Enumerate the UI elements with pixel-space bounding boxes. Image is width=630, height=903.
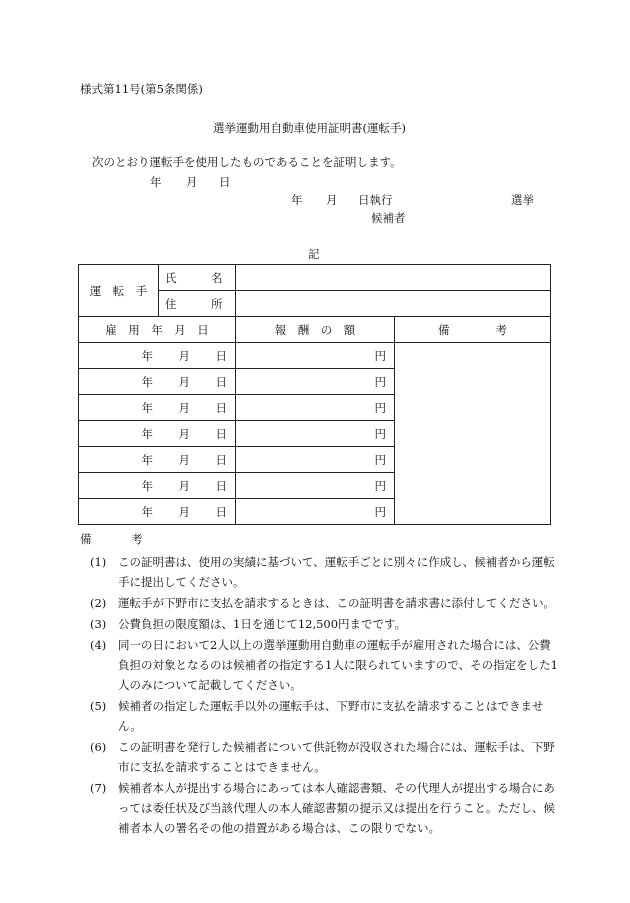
remuneration-cell[interactable]: 円 [236, 395, 395, 421]
name-field[interactable] [236, 265, 551, 291]
remuneration-cell[interactable]: 円 [236, 343, 395, 369]
remarks-header: 備 考 [395, 317, 551, 343]
driver-label: 運 転 手 [79, 265, 159, 317]
remuneration-cell[interactable]: 円 [236, 499, 395, 525]
date-month: 月 [186, 175, 198, 189]
election-year: 年 [291, 193, 303, 207]
driver-name-row [79, 265, 551, 291]
note-item: (4) 同一の日において2人以上の選挙運動用自動車の運転手が雇用された場合には、公費負担の対象となるのは候補者の指定する1人に限られていますので、その指定をした1人のみについて記載してください。 [90, 638, 558, 692]
document-title: 選挙運動用自動車使用証明書(運転手) [213, 121, 406, 135]
election-day: 日執行 [358, 193, 393, 207]
employment-date-cell[interactable]: 年 月 日 [79, 421, 236, 447]
employment-date-cell[interactable]: 年 月 日 [79, 499, 236, 525]
ki-label: 記 [308, 247, 320, 261]
declaration-text: 次のとおり運転手を使用したものであることを証明します。 [92, 155, 402, 169]
table-row [79, 343, 551, 369]
employment-date-header: 雇 用 年 月 日 [79, 317, 236, 343]
employment-date-cell[interactable]: 年 月 日 [79, 395, 236, 421]
date-day: 日 [219, 175, 231, 189]
remuneration-cell[interactable]: 円 [236, 421, 395, 447]
notes-section [80, 531, 560, 839]
note-item: (7) 候補者本人が提出する場合にあっては本人確認書類、その代理人が提出する場合にあっては委任状及び当該代理人の本人確認書類の提示又は提出を行うこと。ただし、候補者本人の署名その他の措置がある場合は、この限りでない。 [90, 781, 555, 835]
employment-date-cell[interactable]: 年 月 日 [79, 473, 236, 499]
column-header-row [79, 317, 551, 343]
note-item: (3) 公費負担の限度額は、1日を通じて12,500円までです。 [90, 617, 407, 631]
date-year: 年 [150, 175, 162, 189]
employment-date-cell[interactable]: 年 月 日 [79, 343, 236, 369]
note-item: (6) この証明書を発行した候補者について供託物が没収された場合には、運転手は、下野市に支払を請求することはできません。 [90, 740, 555, 774]
remuneration-cell[interactable]: 円 [236, 473, 395, 499]
remuneration-header: 報 酬 の 額 [236, 317, 395, 343]
form-number: 様式第11号(第5条関係) [80, 82, 203, 96]
election-label: 選挙 [511, 193, 534, 207]
certificate-table [78, 264, 551, 525]
remuneration-cell[interactable]: 円 [236, 447, 395, 473]
address-label: 住 所 [159, 291, 236, 317]
note-item: (1) この証明書は、使用の実績に基づいて、運転手ごとに別々に作成し、候補者から運転手に提出してください。 [90, 555, 555, 589]
employment-date-cell[interactable]: 年 月 日 [79, 369, 236, 395]
employment-date-cell[interactable]: 年 月 日 [79, 447, 236, 473]
remarks-cell[interactable] [395, 343, 551, 525]
notes-heading: 備 考 [80, 532, 157, 546]
note-item: (2) 運転手が下野市に支払を請求するときは、この証明書を請求書に添付してください。 [90, 596, 555, 610]
candidate-label: 候補者 [371, 211, 406, 225]
note-item: (5) 候補者の指定した運転手以外の運転手は、下野市に支払を請求することはできません。 [90, 699, 544, 733]
address-field[interactable] [236, 291, 551, 317]
election-month: 月 [326, 193, 338, 207]
name-label: 氏 名 [159, 265, 236, 291]
remuneration-cell[interactable]: 円 [236, 369, 395, 395]
